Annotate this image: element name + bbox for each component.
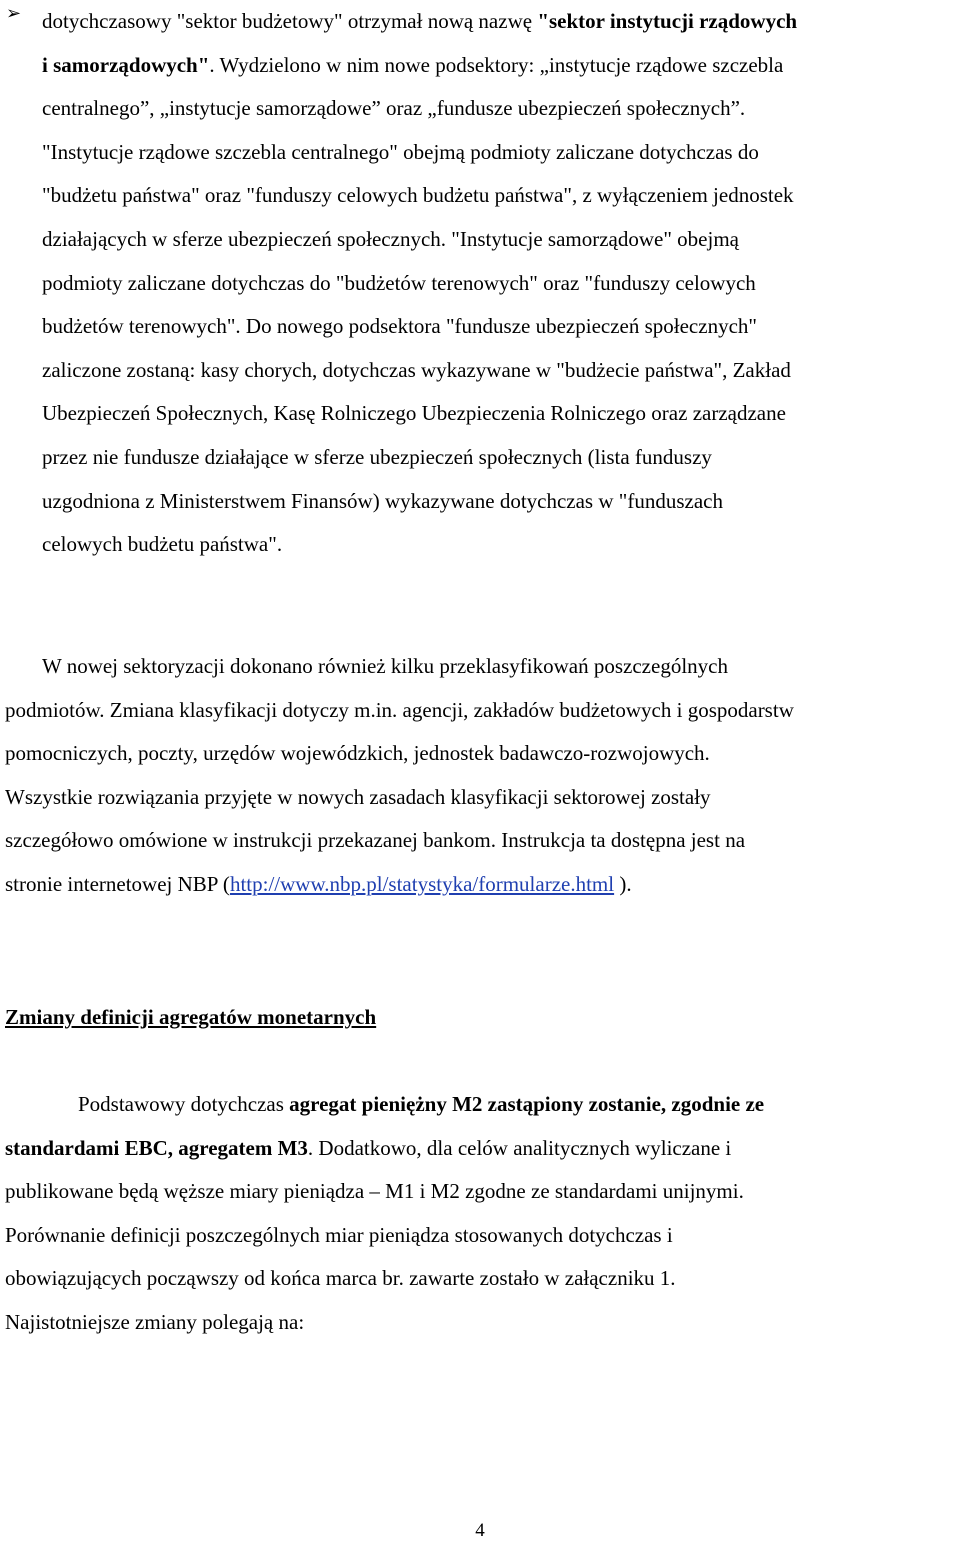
text-line: centralnego”, „instytucje samorządowe” oraz „fundusze ubezpieczeń społecznych”. <box>42 96 746 121</box>
text-line: podmiotów. Zmiana klasyfikacji dotyczy m.in. agencji, zakładów budżetowych i gospodarstw <box>5 697 794 722</box>
text-line: przez nie fundusze działające w sferze ubezpieczeń społecznych (lista funduszy <box>42 444 712 469</box>
page-number: 4 <box>475 1520 485 1541</box>
text-line: publikowane będą węższe miary pieniądza – M1 i M2 zgodne ze standardami unijnymi. <box>5 1179 744 1204</box>
text-line: Ubezpieczeń Społecznych, Kasę Rolniczego Ubezpieczenia Rolniczego oraz zarządzane <box>42 401 786 426</box>
text-line: Najistotniejsze zmiany polegają na: <box>5 1309 305 1334</box>
text-line: budżetów terenowych". Do nowego podsektora "fundusze ubezpieczeń społecznych" <box>42 314 757 339</box>
text-line: "budżetu państwa" oraz "funduszy celowych budżetu państwa", z wyłączeniem jednostek <box>42 183 794 208</box>
text-line: dotychczasowy "sektor budżetowy" otrzymał nową nazwę "sektor instytucji rządowych <box>42 9 798 33</box>
text-line: zaliczone zostaną: kasy chorych, dotychczas wykazywane w "budżecie państwa", Zakład <box>42 357 791 382</box>
bullet-item <box>6 0 954 567</box>
text-line: stronie internetowej NBP (http://www.nbp.pl/statystyka/formularze.html ). <box>5 871 632 896</box>
text-line: celowych budżetu państwa". <box>42 532 283 557</box>
arrow-bullet-icon: ➢ <box>6 3 22 24</box>
text-line: szczegółowo omówione w instrukcji przekazanej bankom. Instrukcja ta dostępna jest na <box>5 828 746 853</box>
paragraph-reclassification <box>5 645 957 907</box>
text-line: W nowej sektoryzacji dokonano również kilku przeklasyfikowań poszczególnych <box>42 654 728 678</box>
text-line: Wszystkie rozwiązania przyjęte w nowych zasadach klasyfikacji sektorowej zostały <box>5 784 711 809</box>
text-line: obowiązujących począwszy od końca marca br. zawarte zostało w załączniku 1. <box>5 1266 676 1291</box>
bullet-text <box>42 0 954 567</box>
text-line: standardami EBC, agregatem M3. Dodatkowo, dla celów analitycznych wyliczane i <box>5 1135 732 1160</box>
section-heading: Zmiany definicji agregatów monetarnych <box>5 1005 377 1029</box>
paragraph-monetary-aggregates <box>5 1083 957 1345</box>
text-line: pomocniczych, poczty, urzędów wojewódzkich, jednostek badawczo-rozwojowych. <box>5 741 710 766</box>
text-line: uzgodniona z Ministerstwem Finansów) wykazywane dotychczas w "funduszach <box>42 488 723 513</box>
text-line: podmioty zaliczane dotychczas do "budżetów terenowych" oraz "funduszy celowych <box>42 270 756 295</box>
text-line: i samorządowych". Wydzielono w nim nowe podsektory: „instytucje rządowe szczebla <box>42 52 784 77</box>
nbp-link[interactable]: http://www.nbp.pl/statystyka/formularze.html <box>229 871 615 896</box>
text-line: Podstawowy dotychczas agregat pieniężny M2 zastąpiony zostanie, zgodnie ze <box>78 1092 765 1116</box>
text-line: "Instytucje rządowe szczebla centralnego" obejmą podmioty zaliczane dotychczas do <box>42 139 759 164</box>
text-line: Porównanie definicji poszczególnych miar pieniądza stosowanych dotychczas i <box>5 1222 673 1247</box>
text-line: działających w sferze ubezpieczeń społecznych. "Instytucje samorządowe" obejmą <box>42 226 739 251</box>
